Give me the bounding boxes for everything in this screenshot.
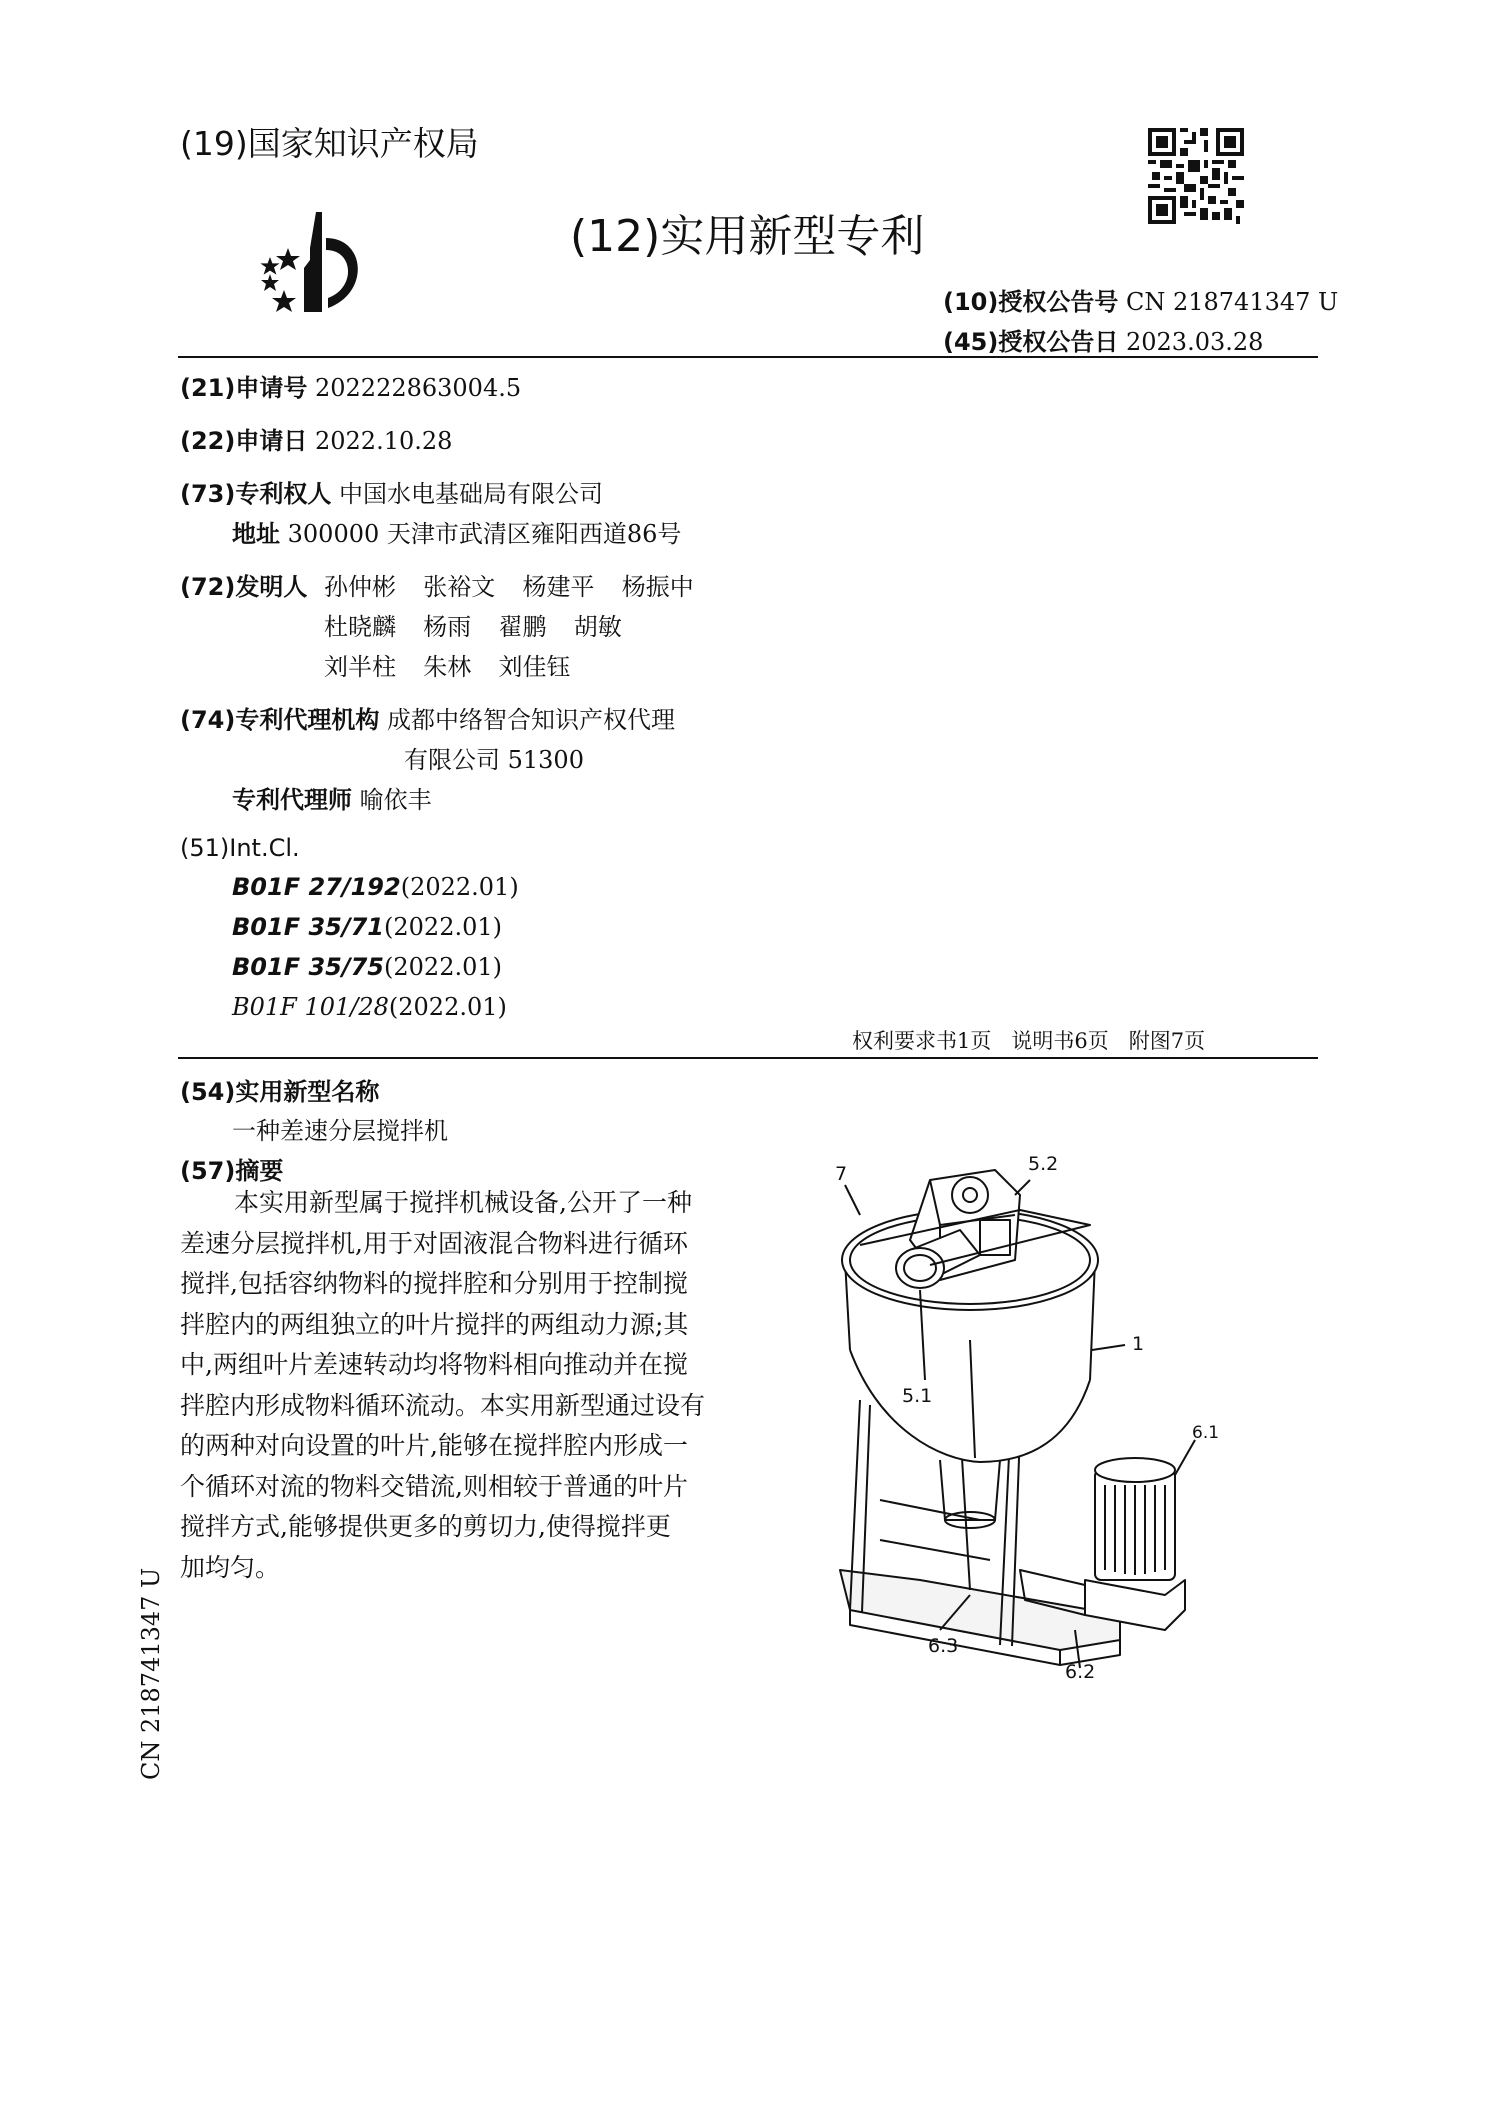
- ipc-code: B01F 101/28: [232, 993, 389, 1021]
- doc-type-title: (12)实用新型专利: [570, 211, 925, 262]
- star-icon: [272, 290, 296, 312]
- abstract-line: 的两种对向设置的叶片,能够在搅拌腔内形成一: [180, 1431, 688, 1460]
- label-5-2: 5.2: [1028, 1153, 1059, 1175]
- application-number-row: [180, 368, 521, 403]
- inventor-line: 孙仲彬 张裕文 杨建平 杨振中: [324, 573, 694, 601]
- cnipa-logo: [248, 208, 388, 318]
- patentee-row: [180, 474, 603, 509]
- ipc-code: B01F 27/192: [232, 873, 401, 901]
- inventor-line: 刘半柱 朱林 刘佳钰: [324, 653, 571, 681]
- side-publication-number: CN 218741347 U: [137, 1567, 165, 1780]
- agency-line: 有限公司 51300: [404, 746, 584, 774]
- grant-number-label: (10)授权公告号: [943, 288, 1119, 316]
- ipc-code: B01F 35/75: [232, 953, 385, 981]
- agency-line: 成都中络智合知识产权代理: [386, 706, 675, 734]
- abstract-text: [180, 1183, 722, 1588]
- star-icon: [261, 274, 279, 291]
- abstract-line: 个循环对流的物料交错流,则相较于普通的叶片: [180, 1471, 688, 1501]
- application-date-row: [180, 421, 452, 456]
- grant-number-row: [943, 282, 1338, 317]
- application-number: 202222863004.5: [314, 374, 522, 402]
- address: 300000 天津市武清区雍阳西道86号: [287, 520, 682, 548]
- agent-label: 专利代理师: [232, 786, 352, 814]
- abstract-label: (57)摘要: [180, 1157, 284, 1185]
- application-date-label: (22)申请日: [180, 427, 308, 455]
- ipc-version: (2022.01): [384, 913, 502, 941]
- abstract-line: 搅拌方式,能够提供更多的剪切力,使得搅拌更: [180, 1512, 671, 1541]
- abstract-line: 差速分层搅拌机,用于对固液混合物料进行循环: [180, 1228, 688, 1258]
- utility-model-title: 一种差速分层搅拌机: [232, 1117, 448, 1145]
- ipc-version: (2022.01): [388, 993, 507, 1021]
- agent: 喻依丰: [359, 786, 432, 814]
- label-7: 7: [835, 1163, 848, 1185]
- page-counts: 权利要求书1页 说明书6页 附图7页: [852, 1029, 1206, 1053]
- agent-row: [232, 780, 432, 815]
- header-divider: [178, 356, 1318, 358]
- inventor-line: 杜晓麟 杨雨 翟鹏 胡敏: [324, 613, 622, 641]
- label-1: 1: [1132, 1333, 1145, 1355]
- address-label: 地址: [232, 520, 280, 548]
- grant-number: CN 218741347 U: [1125, 288, 1339, 316]
- ipc-code: B01F 35/71: [232, 913, 385, 941]
- label-5-1: 5.1: [902, 1385, 933, 1407]
- inventor-label-text: (72)发明人: [180, 573, 308, 601]
- address-row: [232, 514, 681, 549]
- inventor-label: [180, 567, 307, 602]
- patentee-label: (73)专利权人: [180, 480, 332, 508]
- ipc-entry: [232, 953, 502, 981]
- mixer-drawing: [820, 1140, 1220, 1680]
- ipc-entry: [232, 873, 519, 901]
- ipc-entry: [232, 913, 502, 941]
- star-icon: [260, 257, 279, 275]
- abstract-line: 拌腔内形成物料循环流动。本实用新型通过设有: [180, 1390, 706, 1420]
- star-icon: [276, 248, 300, 270]
- abstract-line: 本实用新型属于搅拌机械设备,公开了一种: [234, 1188, 692, 1217]
- label-6-1: 6.1: [1192, 1423, 1220, 1443]
- title-label: (54)实用新型名称: [180, 1078, 380, 1106]
- ipc-label: (51)Int.Cl.: [180, 834, 300, 862]
- ipc-entry: [232, 993, 507, 1021]
- abstract-line: 中,两组叶片差速转动均将物料相向推动并在搅: [180, 1350, 688, 1379]
- ipc-version: (2022.01): [400, 873, 519, 901]
- office-name: (19)国家知识产权局: [180, 124, 479, 163]
- abstract-line: 搅拌,包括容纳物料的搅拌腔和分别用于控制搅: [180, 1269, 688, 1298]
- abstract-line: 拌腔内的两组独立的叶片搅拌的两组动力源;其: [180, 1309, 689, 1339]
- abstract-line: 加均匀。: [180, 1552, 281, 1582]
- grant-date: 2023.03.28: [1125, 328, 1264, 356]
- label-6-3: 6.3: [928, 1635, 959, 1657]
- agency-row: [180, 700, 675, 735]
- body-divider: [178, 1057, 1318, 1059]
- patentee: 中国水电基础局有限公司: [338, 480, 603, 508]
- grant-date-row: [943, 322, 1263, 357]
- qr-code: [1148, 128, 1244, 224]
- grant-date-label: (45)授权公告日: [943, 328, 1119, 356]
- label-6-2: 6.2: [1065, 1661, 1096, 1680]
- agency-label: (74)专利代理机构: [180, 706, 380, 734]
- ipc-version: (2022.01): [384, 953, 502, 981]
- application-number-label: (21)申请号: [180, 374, 308, 402]
- application-date: 2022.10.28: [314, 427, 453, 455]
